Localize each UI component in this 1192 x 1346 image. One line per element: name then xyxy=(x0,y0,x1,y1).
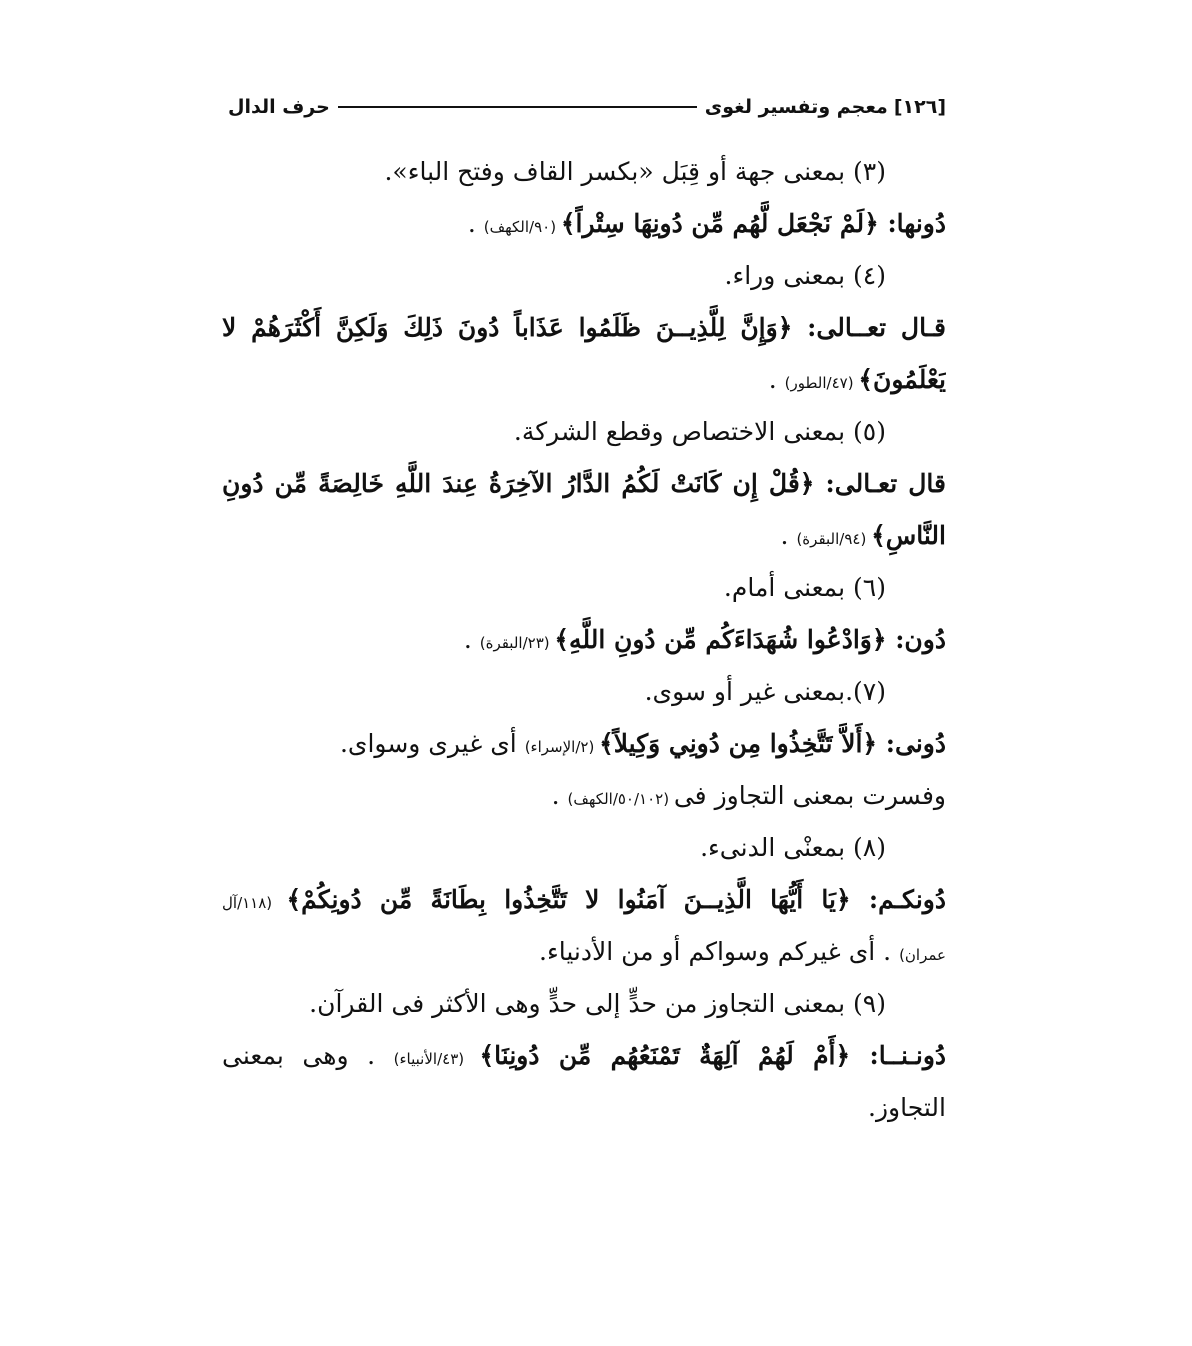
quran-verse: ﴿وَإِنَّ لِلَّذِيــنَ ظَلَمُوا عَذَاباً دُونَ ذَلِكَ وَلَكِنَّ أَكْثَرَهُمْ لا xyxy=(222,313,793,342)
line-sense-9 xyxy=(222,978,946,1030)
quran-verse: ﴿أَمْ لَهُمْ آلِهَةٌ تَمْنَعُهُم مِّن دُونِنَا﴾ xyxy=(479,1041,851,1070)
quran-verse: ﴿وَادْعُوا شُهَدَاءَكُم مِّن دُونِ اللَّهِ﴾ xyxy=(554,625,887,654)
text-span: التجاوز. xyxy=(868,1093,946,1122)
headword: قال تعـالى: xyxy=(814,469,946,498)
text-span: (٩) بمعنى التجاوز من حدٍّ إلى حدٍّ وهى الأكثر فى القرآن. xyxy=(309,989,886,1018)
quran-verse: النَّاسِ﴾ xyxy=(871,521,946,550)
page-body xyxy=(222,146,946,1134)
line-sense-4 xyxy=(222,250,946,302)
header-rule xyxy=(338,106,697,108)
line-sense-5 xyxy=(222,406,946,458)
line-example-8b xyxy=(222,926,946,978)
text-span: . xyxy=(551,781,568,810)
book-title: معجم وتفسير لغوى xyxy=(704,96,888,118)
text-span: (٨) بمعنْى الدنىء. xyxy=(700,833,886,862)
quran-verse: ﴿أَلاَّ تَتَّخِذُوا مِن دُونِي وَكِيلاً﴾ xyxy=(599,729,878,758)
headword: قـال تعــالى: xyxy=(792,313,946,342)
page-number: [١٢٦] xyxy=(893,96,946,118)
line-example-3 xyxy=(222,198,946,250)
line-example-9b xyxy=(222,1082,946,1134)
verse-reference: (٢/الإسراء) xyxy=(524,738,600,756)
line-example-5a xyxy=(222,458,946,510)
text-span: أى غيرى وسواى. xyxy=(339,729,525,758)
headword: دُونـنــا: xyxy=(850,1041,946,1070)
quran-verse: يَعْلَمُونَ﴾ xyxy=(858,365,946,394)
text-span: . xyxy=(467,209,484,238)
line-sense-6 xyxy=(222,562,946,614)
quran-verse: ﴿يَا أَيُّهَا الَّذِيــنَ آمَنُوا لا تَتَّخِذُوا بِطَانَةً مِّن دُونِكُمْ﴾ xyxy=(286,885,851,914)
text-span: . xyxy=(463,625,480,654)
verse-reference: (٤٣/الأنبياء) xyxy=(393,1050,480,1068)
chapter-title: حرف الدال xyxy=(228,96,330,118)
verse-reference: (٩٠/الكهف) xyxy=(483,218,561,236)
line-example-6 xyxy=(222,614,946,666)
headword: دُونى: xyxy=(877,729,946,758)
line-note-7 xyxy=(222,770,946,822)
text-span: . وهى بمعنى xyxy=(222,1041,394,1070)
text-span: (٧).بمعنى غير أو سوى. xyxy=(644,677,886,706)
line-example-8a xyxy=(222,874,946,926)
text-span: . xyxy=(780,521,797,550)
quran-verse: ﴿قُلْ إِن كَانَتْ لَكُمُ الدَّارُ الآخِرَةُ عِندَ اللَّهِ خَالِصَةً مِّن دُونِ xyxy=(222,469,815,498)
headword: دُونها: xyxy=(878,209,946,238)
verse-reference: (٢٣/البقرة) xyxy=(479,634,555,652)
text-span: وفسرت بمعنى التجاوز فى xyxy=(673,781,946,810)
headword: دُونكـم: xyxy=(850,885,946,914)
verse-reference: عمران) xyxy=(899,946,946,964)
line-sense-7 xyxy=(222,666,946,718)
page-header xyxy=(228,90,946,124)
verse-reference: (٩٤/البقرة) xyxy=(796,530,872,548)
verse-reference: (١١٨/آل xyxy=(222,894,287,912)
text-span: (٥) بمعنى الاختصاص وقطع الشركة. xyxy=(513,417,886,446)
line-sense-3 xyxy=(222,146,946,198)
text-span: . أى غيركم وسواكم أو من الأدنياء. xyxy=(539,937,900,966)
text-span: (٣) بمعنى جهة أو قِبَل «بكسر القاف وفتح الباء». xyxy=(384,157,886,186)
line-example-7 xyxy=(222,718,946,770)
verse-reference: (٤٧/الطور) xyxy=(784,374,859,392)
headword: دُون: xyxy=(886,625,946,654)
line-example-9a xyxy=(222,1030,946,1082)
line-example-5b xyxy=(222,510,946,562)
text-span: (٦) بمعنى أمام. xyxy=(723,573,886,602)
text-span: (٤) بمعنى وراء. xyxy=(724,261,886,290)
verse-reference: (٥٠/١٠٢/الكهف) xyxy=(567,790,674,808)
line-sense-8 xyxy=(222,822,946,874)
quran-verse: ﴿لَمْ نَجْعَل لَّهُم مِّن دُونِهَا سِتْراً﴾ xyxy=(560,209,879,238)
text-span: . xyxy=(768,365,785,394)
line-example-4a xyxy=(222,302,946,354)
line-example-4b xyxy=(222,354,946,406)
